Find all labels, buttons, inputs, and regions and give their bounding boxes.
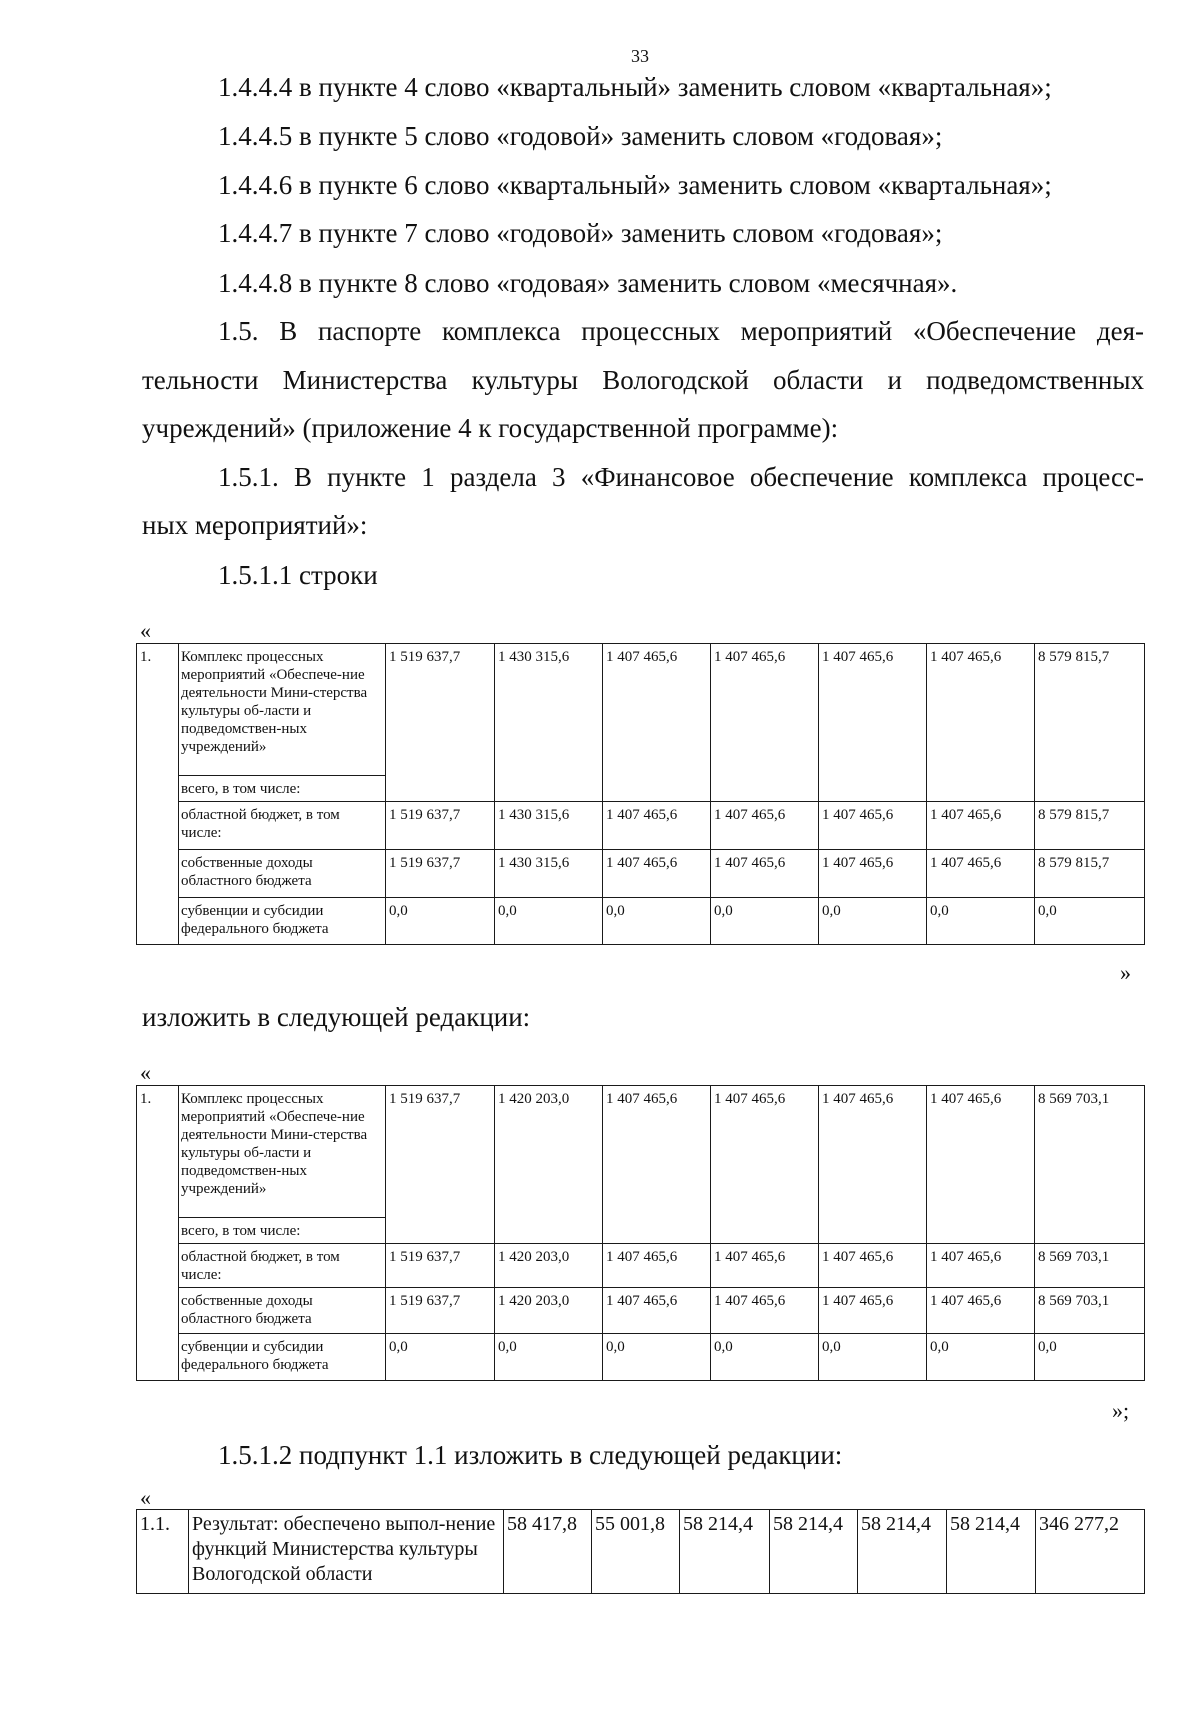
row-label: областной бюджет, в том числе: bbox=[179, 802, 386, 850]
value-cell: 1 407 465,6 bbox=[603, 1086, 711, 1244]
clause-1-4-4-6: 1.4.4.6 в пункте 6 слово «квартальный» заменить словом «квартальная»; bbox=[218, 170, 1052, 200]
value-cell: 1 407 465,6 bbox=[927, 1244, 1035, 1288]
table-row bbox=[137, 644, 1145, 776]
value-cell: 1 407 465,6 bbox=[819, 850, 927, 898]
value-cell: 0,0 bbox=[603, 898, 711, 945]
table-row bbox=[137, 898, 1145, 945]
value-cell: 1 519 637,7 bbox=[386, 1288, 495, 1334]
value-cell: 1 407 465,6 bbox=[603, 1288, 711, 1334]
value-cell: 1 519 637,7 bbox=[386, 1244, 495, 1288]
open-quote-result: « bbox=[140, 1485, 151, 1510]
value-cell: 58 214,4 bbox=[858, 1510, 947, 1594]
value-cell: 0,0 bbox=[603, 1334, 711, 1381]
row-label: Комплекс процессных мероприятий «Обеспече-ние деятельности Мини-стерства культуры об-ласти и подведомствен-ных учреждений» bbox=[179, 1086, 386, 1218]
clause-1-4-4-7: 1.4.4.7 в пункте 7 слово «годовой» заменить словом «годовая»; bbox=[218, 218, 943, 248]
value-cell: 1 519 637,7 bbox=[386, 1086, 495, 1244]
value-cell: 0,0 bbox=[1035, 898, 1145, 945]
clause-1-4-4-4: 1.4.4.4 в пункте 4 слово «квартальный» заменить словом «квартальная»; bbox=[218, 72, 1052, 102]
value-cell: 1 407 465,6 bbox=[927, 1288, 1035, 1334]
finance-table-old bbox=[136, 643, 1145, 945]
table-row bbox=[137, 802, 1145, 850]
value-cell: 58 214,4 bbox=[680, 1510, 770, 1594]
row-label: Комплекс процессных мероприятий «Обеспече-ние деятельности Мини-стерства культуры об-ласти и подведомствен-ных учреждений» bbox=[179, 644, 386, 776]
value-cell: 0,0 bbox=[495, 898, 603, 945]
value-cell: 1 407 465,6 bbox=[927, 802, 1035, 850]
value-cell: 1 407 465,6 bbox=[819, 1288, 927, 1334]
clause-1-5-line-1: 1.5. В паспорте комплекса процессных мероприятий «Обеспечение дея- bbox=[218, 316, 1144, 346]
row-label: областной бюджет, в том числе: bbox=[179, 1244, 386, 1288]
close-quote-new: »; bbox=[1112, 1398, 1130, 1423]
row-label: субвенции и субсидии федерального бюджета bbox=[179, 1334, 386, 1381]
clause-1-5-1-1: 1.5.1.1 строки bbox=[218, 560, 378, 590]
table-row bbox=[137, 1244, 1145, 1288]
value-cell: 1 430 315,6 bbox=[495, 802, 603, 850]
table-row bbox=[137, 1086, 1145, 1218]
value-cell: 1 407 465,6 bbox=[603, 1244, 711, 1288]
close-quote-old: » bbox=[1120, 960, 1131, 985]
row-number: 1. bbox=[137, 1086, 179, 1381]
value-cell: 0,0 bbox=[927, 1334, 1035, 1381]
row-label: всего, в том числе: bbox=[179, 1218, 386, 1244]
value-cell: 1 407 465,6 bbox=[711, 1288, 819, 1334]
value-cell: 8 579 815,7 bbox=[1035, 802, 1145, 850]
row-label: собственные доходы областного бюджета bbox=[179, 850, 386, 898]
value-cell: 1 420 203,0 bbox=[495, 1086, 603, 1244]
table-row bbox=[137, 850, 1145, 898]
row-label: субвенции и субсидии федерального бюджета bbox=[179, 898, 386, 945]
value-cell: 0,0 bbox=[927, 898, 1035, 945]
value-cell: 1 407 465,6 bbox=[603, 802, 711, 850]
value-cell: 346 277,2 bbox=[1036, 1510, 1145, 1594]
value-cell: 0,0 bbox=[819, 898, 927, 945]
result-table bbox=[136, 1509, 1145, 1594]
value-cell: 1 407 465,6 bbox=[819, 802, 927, 850]
clause-1-5-line-3: учреждений» (приложение 4 к государственной программе): bbox=[142, 413, 839, 443]
value-cell: 0,0 bbox=[1035, 1334, 1145, 1381]
value-cell: 1 519 637,7 bbox=[386, 850, 495, 898]
value-cell: 58 214,4 bbox=[947, 1510, 1036, 1594]
value-cell: 1 407 465,6 bbox=[819, 1086, 927, 1244]
value-cell: 0,0 bbox=[386, 898, 495, 945]
clause-1-5-1-line-2: ных мероприятий»: bbox=[142, 510, 368, 540]
clause-1-4-4-5: 1.4.4.5 в пункте 5 слово «годовой» заменить словом «годовая»; bbox=[218, 121, 943, 151]
value-cell: 1 519 637,7 bbox=[386, 802, 495, 850]
value-cell: 8 579 815,7 bbox=[1035, 850, 1145, 898]
value-cell: 1 407 465,6 bbox=[819, 1244, 927, 1288]
value-cell: 0,0 bbox=[711, 898, 819, 945]
clause-1-5-line-2: тельности Министерства культуры Вологодской области и подведомственных bbox=[142, 365, 1144, 395]
value-cell: 1 407 465,6 bbox=[711, 850, 819, 898]
value-cell: 1 407 465,6 bbox=[711, 1244, 819, 1288]
value-cell: 8 569 703,1 bbox=[1035, 1244, 1145, 1288]
row-number: 1. bbox=[137, 644, 179, 945]
table-row bbox=[137, 1288, 1145, 1334]
value-cell: 55 001,8 bbox=[592, 1510, 680, 1594]
value-cell: 0,0 bbox=[819, 1334, 927, 1381]
value-cell: 1 407 465,6 bbox=[603, 644, 711, 802]
value-cell: 1 420 203,0 bbox=[495, 1288, 603, 1334]
clause-1-5-1-line-1: 1.5.1. В пункте 1 раздела 3 «Финансовое обеспечение комплекса процесс- bbox=[218, 462, 1144, 492]
value-cell: 0,0 bbox=[495, 1334, 603, 1381]
value-cell: 1 407 465,6 bbox=[927, 644, 1035, 802]
value-cell: 8 569 703,1 bbox=[1035, 1086, 1145, 1244]
value-cell: 1 430 315,6 bbox=[495, 644, 603, 802]
value-cell: 1 407 465,6 bbox=[819, 644, 927, 802]
value-cell: 1 430 315,6 bbox=[495, 850, 603, 898]
value-cell: 1 407 465,6 bbox=[927, 1086, 1035, 1244]
value-cell: 1 407 465,6 bbox=[603, 850, 711, 898]
value-cell: 1 407 465,6 bbox=[711, 802, 819, 850]
open-quote-old: « bbox=[140, 618, 151, 643]
value-cell: 0,0 bbox=[386, 1334, 495, 1381]
edit-intro: изложить в следующей редакции: bbox=[142, 1002, 531, 1032]
value-cell: 1 407 465,6 bbox=[711, 644, 819, 802]
clause-1-4-4-8: 1.4.4.8 в пункте 8 слово «годовая» заменить словом «месячная». bbox=[218, 268, 958, 298]
value-cell: 58 214,4 bbox=[770, 1510, 858, 1594]
row-label: собственные доходы областного бюджета bbox=[179, 1288, 386, 1334]
value-cell: 1 519 637,7 bbox=[386, 644, 495, 802]
value-cell: 1 407 465,6 bbox=[711, 1086, 819, 1244]
finance-table-new bbox=[136, 1085, 1145, 1381]
page-number: 33 bbox=[631, 46, 649, 66]
table-row bbox=[137, 1510, 1145, 1594]
value-cell: 58 417,8 bbox=[504, 1510, 592, 1594]
value-cell: 1 407 465,6 bbox=[927, 850, 1035, 898]
open-quote-new: « bbox=[140, 1060, 151, 1085]
value-cell: 0,0 bbox=[711, 1334, 819, 1381]
row-number: 1.1. bbox=[137, 1510, 189, 1594]
row-label: всего, в том числе: bbox=[179, 776, 386, 802]
value-cell: 8 579 815,7 bbox=[1035, 644, 1145, 802]
value-cell: 8 569 703,1 bbox=[1035, 1288, 1145, 1334]
table-row bbox=[137, 1334, 1145, 1381]
clause-1-5-1-2: 1.5.1.2 подпункт 1.1 изложить в следующей редакции: bbox=[218, 1440, 843, 1470]
row-label: Результат: обеспечено выпол-нение функций Министерства культуры Вологодской области bbox=[189, 1510, 504, 1594]
value-cell: 1 420 203,0 bbox=[495, 1244, 603, 1288]
